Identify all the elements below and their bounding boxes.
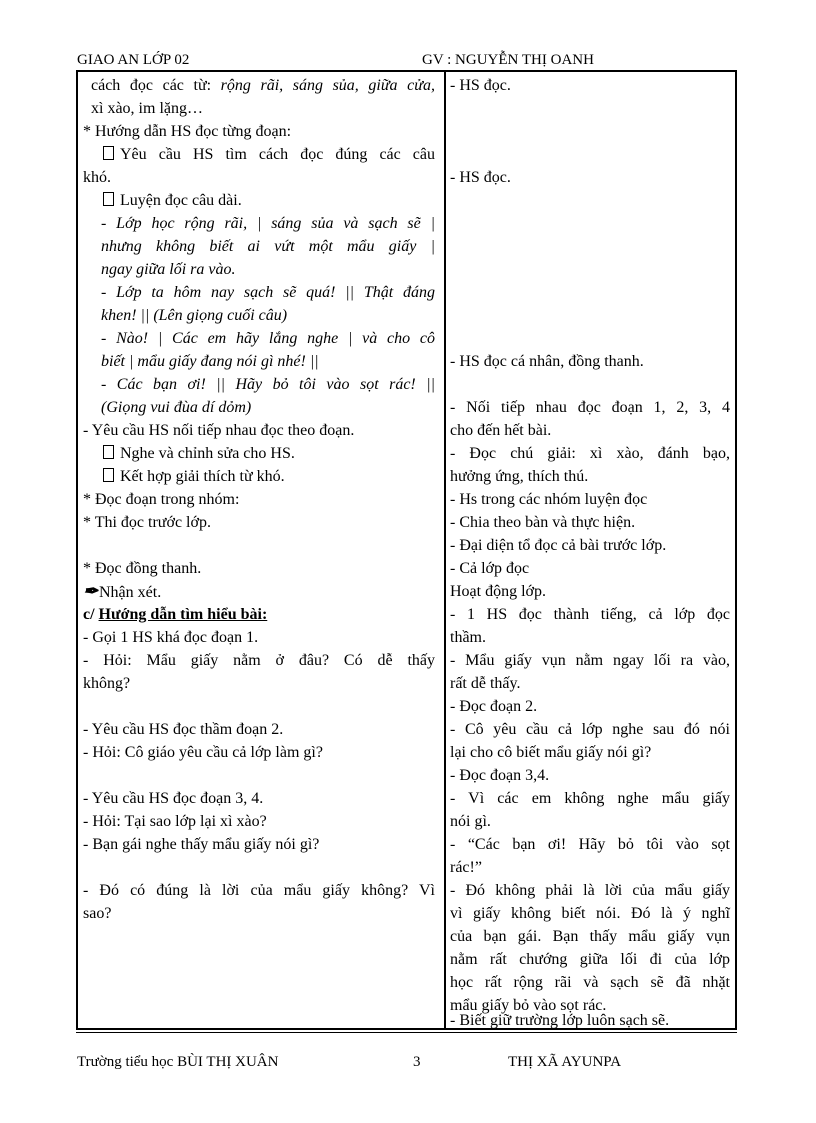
right-line: - Đọc đoạn 3,4. bbox=[450, 767, 550, 784]
left-line: - Hỏi: Cô giáo yêu cầu cả lớp làm gì? bbox=[83, 744, 323, 761]
table-bottom-rule bbox=[76, 1032, 737, 1033]
bullet-box-icon bbox=[103, 146, 114, 160]
right-line: - Đó không phải là lời của mẩu giấy bbox=[450, 882, 730, 899]
right-line: Hoạt động lớp. bbox=[450, 583, 547, 600]
section-heading: c/ Hướng dẫn tìm hiểu bài: bbox=[83, 606, 268, 623]
footer-town: THỊ XÃ AYUNPA bbox=[508, 1054, 622, 1070]
right-line: rác!” bbox=[450, 859, 482, 876]
bullet-box-icon bbox=[103, 445, 114, 459]
right-line: - Nối tiếp nhau đọc đoạn 1, 2, 3, 4 bbox=[450, 399, 730, 416]
right-line: của bạn gái. Bạn thấy mẩu giấy vụn bbox=[450, 928, 730, 945]
left-line: - Yêu cầu HS đọc đoạn 3, 4. bbox=[83, 790, 264, 807]
right-line: - 1 HS đọc thành tiếng, cả lớp đọc bbox=[450, 606, 730, 623]
right-line: thầm. bbox=[450, 629, 486, 646]
left-line: - Đó có đúng là lời của mẩu giấy không? Vì bbox=[83, 882, 435, 899]
left-line: cách đọc các từ: rộng rãi, sáng sủa, giữa cửa, bbox=[91, 77, 435, 94]
left-line: sao? bbox=[83, 905, 112, 922]
right-line: - HS đọc. bbox=[450, 77, 511, 94]
right-line: - Đọc đoạn 2. bbox=[450, 698, 538, 715]
left-line: - Các bạn ơi! || Hãy bỏ tôi vào sọt rác! || bbox=[101, 376, 435, 393]
left-line: - Nào! | Các em hãy lắng nghe | và cho cô bbox=[101, 330, 435, 347]
left-line: khen! || (Lên giọng cuối câu) bbox=[101, 307, 288, 324]
right-line: lại cho cô biết mẩu giấy nói gì? bbox=[450, 744, 652, 761]
left-line: - Hỏi: Mẩu giấy nằm ở đâu? Có dễ thấy bbox=[83, 652, 435, 669]
right-line: nằm rất chướng giữa lối đi của lớp bbox=[450, 951, 730, 968]
footer-school: Trường tiểu học BÙI THỊ XUÂN bbox=[77, 1054, 279, 1070]
right-line: - Cả lớp đọc bbox=[450, 560, 530, 577]
left-line: - Yêu cầu HS đọc thầm đoạn 2. bbox=[83, 721, 284, 738]
right-line: - Chia theo bàn và thực hiện. bbox=[450, 514, 636, 531]
right-line: - Hs trong các nhóm luyện đọc bbox=[450, 491, 648, 508]
right-line: - Biết giữ trường lớp luôn sạch sẽ. bbox=[450, 1012, 670, 1029]
right-line: nói gì. bbox=[450, 813, 491, 830]
left-line: - Lớp ta hôm nay sạch sẽ quá! || Thật đáng bbox=[101, 284, 435, 301]
column-divider bbox=[444, 70, 446, 1030]
left-line: ngay giữa lối ra vào. bbox=[101, 261, 236, 278]
right-line: - Đọc chú giải: xì xào, đánh bạo, bbox=[450, 445, 730, 462]
left-line: ✒Nhận xét. bbox=[83, 581, 162, 601]
left-line: Luyện đọc câu dài. bbox=[83, 189, 435, 212]
left-line: Nghe và chỉnh sửa cho HS. bbox=[83, 442, 435, 465]
bullet-box-icon bbox=[103, 468, 114, 482]
left-line: - Bạn gái nghe thấy mẩu giấy nói gì? bbox=[83, 836, 320, 853]
right-line: - Mẩu giấy vụn nằm ngay lối ra vào, bbox=[450, 652, 730, 669]
right-line: rất dễ thấy. bbox=[450, 675, 521, 692]
right-line: - HS đọc. bbox=[450, 169, 511, 186]
left-line: * Đọc đoạn trong nhóm: bbox=[83, 491, 240, 508]
right-line: - Cô yêu cầu cả lớp nghe sau đó nói bbox=[450, 721, 730, 738]
page-header bbox=[77, 52, 737, 71]
left-line: biết | mẩu giấy đang nói gì nhé! || bbox=[101, 353, 319, 370]
right-line: - Vì các em không nghe mẩu giấy bbox=[450, 790, 730, 807]
left-line: - Yêu cầu HS nối tiếp nhau đọc theo đoạn. bbox=[83, 422, 355, 439]
right-line: học rất rộng rãi và sạch sẽ đã nhặt bbox=[450, 974, 730, 991]
left-line: không? bbox=[83, 675, 131, 692]
header-right: GV : NGUYỄN THỊ OANH bbox=[422, 52, 594, 68]
right-line: hưởng ứng, thích thú. bbox=[450, 468, 589, 485]
left-line: * Hướng dẫn HS đọc từng đoạn: bbox=[83, 123, 292, 140]
right-line: - “Các bạn ơi! Hãy bỏ tôi vào sọt bbox=[450, 836, 730, 853]
left-line: xì xào, im lặng… bbox=[91, 100, 203, 117]
left-line: - Lớp học rộng rãi, | sáng sủa và sạch sẽ | bbox=[101, 215, 435, 232]
header-left: GIAO AN LỚP 02 bbox=[77, 52, 190, 68]
footer-page-number: 3 bbox=[413, 1054, 421, 1070]
left-line: - Gọi 1 HS khá đọc đoạn 1. bbox=[83, 629, 259, 646]
bullet-box-icon bbox=[103, 192, 114, 206]
right-line: vì giấy không biết nói. Đó là ý nghĩ bbox=[450, 905, 730, 922]
left-line: nhưng không biết ai vứt một mẩu giấy | bbox=[101, 238, 435, 255]
left-line: - Hỏi: Tại sao lớp lại xì xào? bbox=[83, 813, 267, 830]
right-line: cho đến hết bài. bbox=[450, 422, 552, 439]
left-line: Yêu cầu HS tìm cách đọc đúng các câu bbox=[83, 143, 435, 166]
left-line: Kết hợp giải thích từ khó. bbox=[83, 465, 435, 488]
right-line: - HS đọc cá nhân, đồng thanh. bbox=[450, 353, 644, 370]
right-line: mẩu giấy bỏ vào sọt rác. bbox=[450, 997, 607, 1014]
left-line: (Giọng vui đùa dí dỏm) bbox=[101, 399, 252, 416]
pen-icon: ✒ bbox=[83, 581, 99, 601]
left-line: khó. bbox=[83, 169, 111, 186]
right-line: - Đại diện tổ đọc cả bài trước lớp. bbox=[450, 537, 667, 554]
left-line: * Đọc đồng thanh. bbox=[83, 560, 202, 577]
left-line: * Thi đọc trước lớp. bbox=[83, 514, 211, 531]
